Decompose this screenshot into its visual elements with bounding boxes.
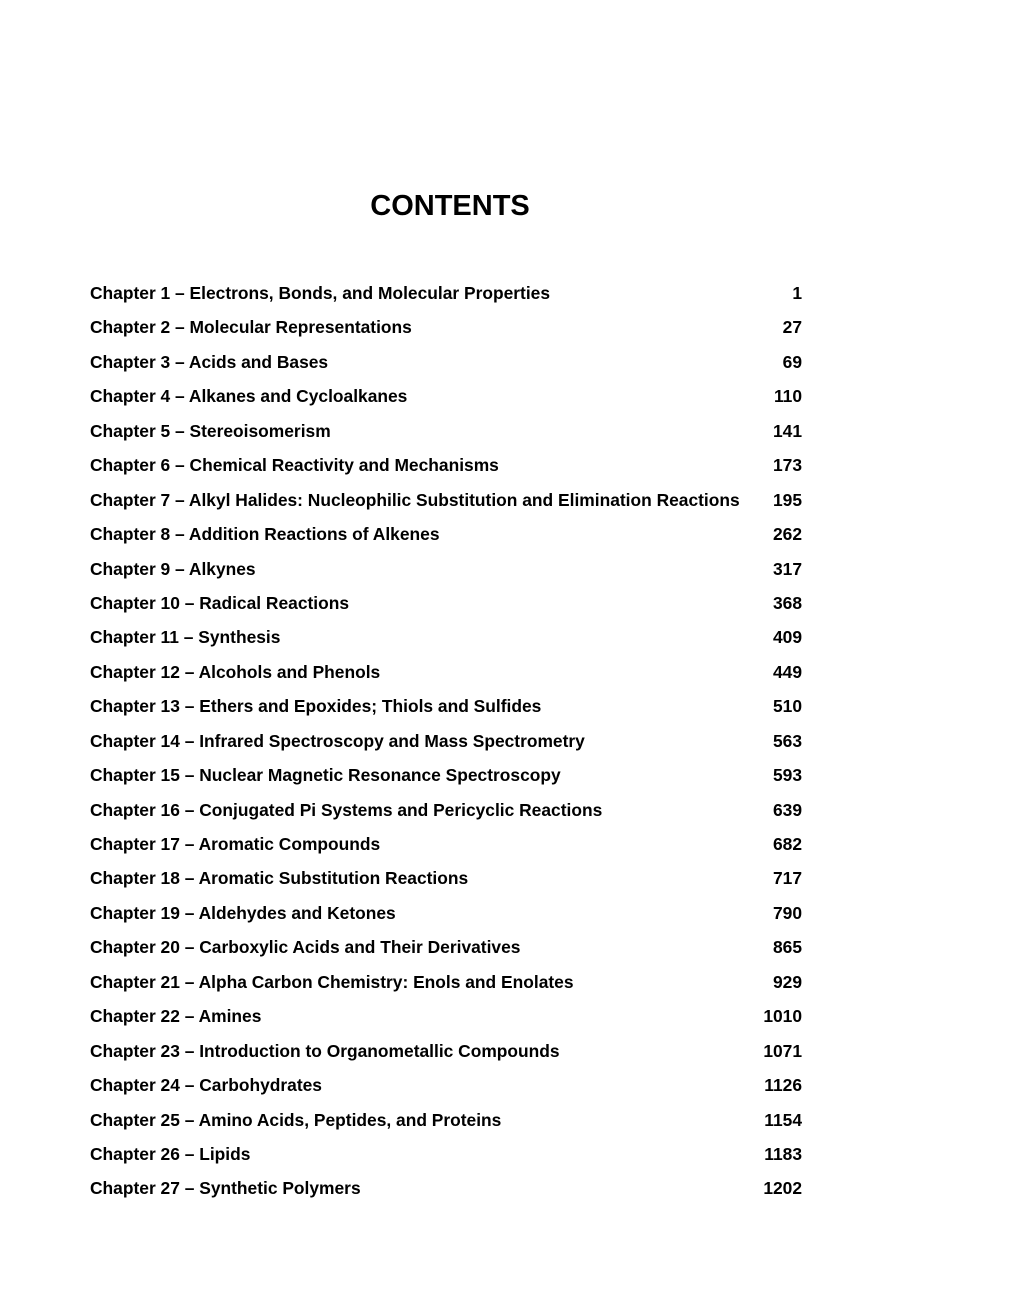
toc-entry-page-number: 510 — [772, 696, 802, 717]
toc-entry — [90, 559, 802, 593]
toc-entry — [90, 421, 802, 455]
toc-entry-page-number: 790 — [772, 902, 802, 923]
toc-entry-title: Chapter 6 – Chemical Reactivity and Mechanisms — [90, 455, 499, 476]
toc-entry — [90, 386, 802, 420]
toc-entry-title: Chapter 5 – Stereoisomerism — [90, 420, 331, 441]
toc-entry — [90, 1006, 802, 1040]
toc-entry-title: Chapter 25 – Amino Acids, Peptides, and Proteins — [90, 1109, 502, 1130]
toc-entry-title: Chapter 14 – Infrared Spectroscopy and Mass Spectrometry — [90, 730, 585, 751]
toc-entry-title: Chapter 27 – Synthetic Polymers — [90, 1178, 361, 1199]
toc-entry-title: Chapter 2 – Molecular Representations — [90, 317, 412, 338]
toc-entry-title: Chapter 9 – Alkynes — [90, 558, 256, 579]
toc-entry-title: Chapter 15 – Nuclear Magnetic Resonance Spectroscopy — [90, 765, 561, 786]
toc-entry-page-number: 449 — [772, 661, 802, 682]
toc-entry — [90, 1041, 802, 1075]
toc-entry — [90, 490, 802, 524]
toc-entry-title: Chapter 4 – Alkanes and Cycloalkanes — [90, 386, 408, 407]
table-of-contents — [90, 283, 802, 1213]
toc-entry-page-number: 639 — [772, 799, 802, 820]
toc-entry-page-number: 409 — [772, 627, 802, 648]
toc-entry-page-number: 27 — [782, 317, 802, 338]
toc-entry-title: Chapter 21 – Alpha Carbon Chemistry: Enols and Enolates — [90, 971, 574, 992]
toc-entry-title: Chapter 3 – Acids and Bases — [90, 351, 329, 372]
toc-entry — [90, 972, 802, 1006]
toc-entry-page-number: 173 — [772, 455, 802, 476]
toc-entry-page-number: 69 — [782, 351, 802, 372]
toc-entry-page-number: 717 — [772, 868, 802, 889]
toc-entry-page-number: 1010 — [763, 1006, 802, 1027]
toc-entry — [90, 1075, 802, 1109]
toc-entry — [90, 352, 802, 386]
toc-entry — [90, 868, 802, 902]
toc-entry-page-number: 262 — [772, 524, 802, 545]
toc-entry-title: Chapter 23 – Introduction to Organometallic Compounds — [90, 1040, 560, 1061]
toc-entry-page-number: 141 — [772, 420, 802, 441]
toc-entry-page-number: 110 — [773, 386, 802, 407]
toc-entry — [90, 800, 802, 834]
toc-entry-title: Chapter 20 – Carboxylic Acids and Their Derivatives — [90, 937, 521, 958]
toc-entry-title: Chapter 12 – Alcohols and Phenols — [90, 661, 381, 682]
toc-entry-title: Chapter 10 – Radical Reactions — [90, 592, 350, 613]
toc-entry-title: Chapter 11 – Synthesis — [90, 627, 281, 648]
toc-entry — [90, 662, 802, 696]
toc-entry-title: Chapter 22 – Amines — [90, 1006, 262, 1027]
toc-entry-title: Chapter 13 – Ethers and Epoxides; Thiols and Sulfides — [90, 696, 542, 717]
toc-entry-page-number: 1 — [792, 283, 802, 303]
toc-entry-page-number: 593 — [772, 765, 802, 786]
toc-entry — [90, 524, 802, 558]
toc-entry — [90, 283, 802, 317]
toc-entry-page-number: 195 — [772, 489, 802, 510]
toc-entry — [90, 627, 802, 661]
toc-entry-page-number: 1183 — [764, 1143, 802, 1164]
toc-entry-page-number: 1202 — [763, 1178, 802, 1199]
toc-entry — [90, 1144, 802, 1178]
toc-entry-page-number: 563 — [772, 730, 802, 751]
toc-entry-page-number: 682 — [772, 834, 802, 854]
toc-entry — [90, 731, 802, 765]
toc-entry-page-number: 865 — [772, 937, 802, 958]
toc-entry — [90, 903, 802, 937]
toc-entry — [90, 1110, 802, 1144]
toc-entry-title: Chapter 26 – Lipids — [90, 1143, 251, 1164]
toc-entry — [90, 1178, 802, 1212]
toc-entry-title: Chapter 1 – Electrons, Bonds, and Molecular Properties — [90, 283, 551, 303]
toc-entry — [90, 937, 802, 971]
toc-entry-title: Chapter 7 – Alkyl Halides: Nucleophilic Substitution and Elimination Reactions — [90, 489, 740, 510]
toc-entry-page-number: 1154 — [764, 1109, 802, 1130]
page-title: CONTENTS — [370, 190, 530, 222]
toc-entry-title: Chapter 19 – Aldehydes and Ketones — [90, 902, 396, 923]
toc-entry — [90, 765, 802, 799]
toc-entry — [90, 696, 802, 730]
toc-entry-title: Chapter 17 – Aromatic Compounds — [90, 834, 381, 854]
toc-entry-title: Chapter 16 – Conjugated Pi Systems and Pericyclic Reactions — [90, 799, 603, 820]
toc-entry-title: Chapter 18 – Aromatic Substitution Reactions — [90, 868, 469, 889]
toc-entry-page-number: 317 — [772, 558, 802, 579]
toc-entry-title: Chapter 8 – Addition Reactions of Alkenes — [90, 524, 440, 545]
toc-entry-page-number: 929 — [772, 971, 802, 992]
toc-entry-page-number: 368 — [772, 592, 802, 613]
toc-entry — [90, 455, 802, 489]
toc-entry-title: Chapter 24 – Carbohydrates — [90, 1075, 322, 1096]
toc-entry — [90, 593, 802, 627]
toc-entry-page-number: 1126 — [764, 1075, 802, 1096]
toc-entry — [90, 317, 802, 351]
toc-entry-page-number: 1071 — [763, 1040, 802, 1061]
toc-entry — [90, 834, 802, 868]
